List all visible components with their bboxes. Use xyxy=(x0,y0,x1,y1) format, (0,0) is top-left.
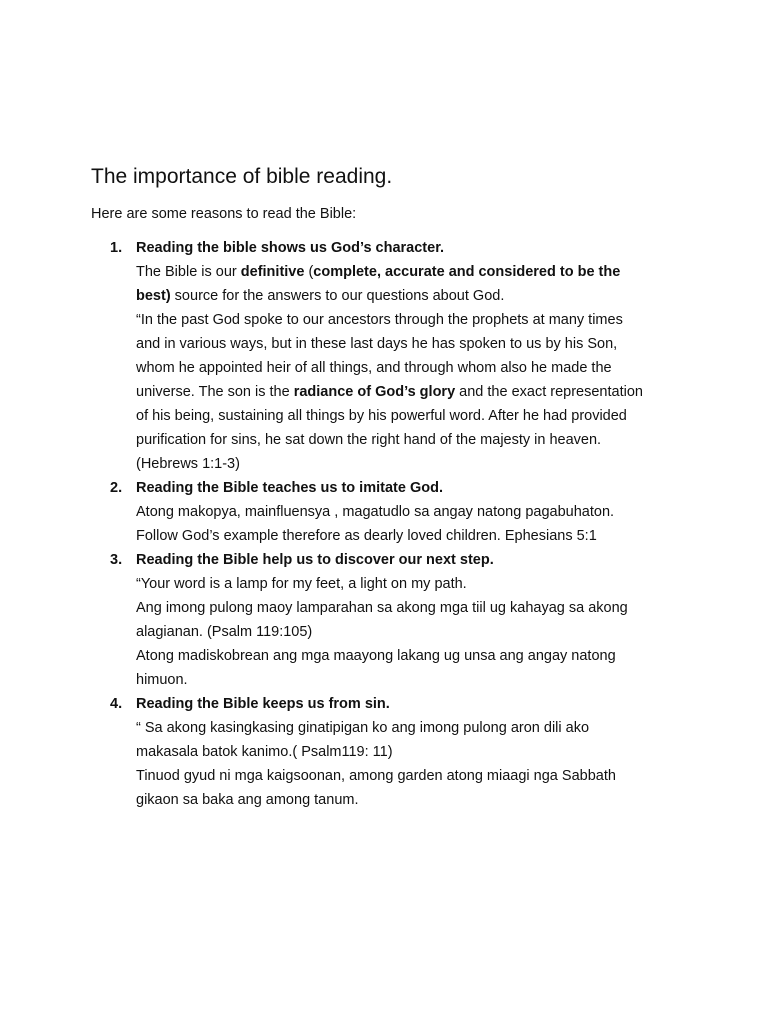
item-text-line: “Your word is a lamp for my feet, a light on my path. xyxy=(136,576,467,592)
bold-text-run: radiance of God’s glory xyxy=(293,384,456,400)
list-item xyxy=(110,692,700,812)
item-text-line: Tinuod gyud ni mga kaigsoonan, among garden atong miaagi nga Sabbath xyxy=(136,768,616,784)
item-text-line: Atong makopya, mainfluensya , magatudlo sa angay natong pagabuhaton. xyxy=(136,504,615,520)
item-text-line xyxy=(136,260,700,284)
list-item xyxy=(110,476,700,548)
text-run: ( xyxy=(304,264,314,280)
text-run: universe. The son is the xyxy=(136,384,294,400)
text-run: source for the answers to our questions about God. xyxy=(170,288,505,304)
item-text-line: “ Sa akong kasingkasing ginatipigan ko ang imong pulong aron dili ako xyxy=(136,720,590,736)
scripture-reference: (Hebrews 1:1-3) xyxy=(136,456,240,472)
text-run: The Bible is our xyxy=(136,264,241,280)
item-heading: Reading the bible shows us God’s character. xyxy=(136,240,445,256)
item-text-line: “In the past God spoke to our ancestors through the prophets at many times xyxy=(136,312,623,328)
item-heading: Reading the Bible keeps us from sin. xyxy=(136,696,390,712)
bold-text-run: best) xyxy=(136,288,171,304)
list-number: 1. xyxy=(110,240,123,256)
list-item xyxy=(110,236,700,476)
text-run: and the exact representation xyxy=(455,384,643,400)
item-text-line: and in various ways, but in these last days he has spoken to us by his Son, xyxy=(136,336,618,352)
item-heading: Reading the Bible teaches us to imitate God. xyxy=(136,480,443,496)
list-item xyxy=(110,548,700,692)
item-text-line: of his being, sustaining all things by his powerful word. After he had provided xyxy=(136,408,627,424)
item-text-line xyxy=(136,284,700,308)
bold-text-run: definitive xyxy=(240,264,305,280)
item-text-line: makasala batok kanimo.( Psalm119: 11) xyxy=(136,744,393,760)
item-text-line: Follow God’s example therefore as dearly loved children. Ephesians 5:1 xyxy=(136,528,597,544)
item-text-line xyxy=(136,380,700,404)
item-text-line: whom he appointed heir of all things, and through whom also he made the xyxy=(136,360,612,376)
item-text-line: gikaon sa baka ang among tanum. xyxy=(136,792,359,808)
item-text-line: purification for sins, he sat down the right hand of the majesty in heaven. xyxy=(136,432,602,448)
list-number: 4. xyxy=(110,696,123,712)
document-title: The importance of bible reading. xyxy=(91,165,393,188)
intro-paragraph: Here are some reasons to read the Bible: xyxy=(91,206,357,222)
item-text-line: alagianan. (Psalm 119:105) xyxy=(136,624,313,640)
bold-text-run: complete, accurate and considered to be the xyxy=(313,264,621,280)
item-text-line: Ang imong pulong maoy lamparahan sa akong mga tiil ug kahayag sa akong xyxy=(136,600,628,616)
reasons-list xyxy=(110,236,700,812)
item-text-line: Atong madiskobrean ang mga maayong lakang ug unsa ang angay natong xyxy=(136,648,616,664)
item-text-line: himuon. xyxy=(136,672,188,688)
list-number: 2. xyxy=(110,480,123,496)
item-heading: Reading the Bible help us to discover our next step. xyxy=(136,552,494,568)
list-number: 3. xyxy=(110,552,123,568)
